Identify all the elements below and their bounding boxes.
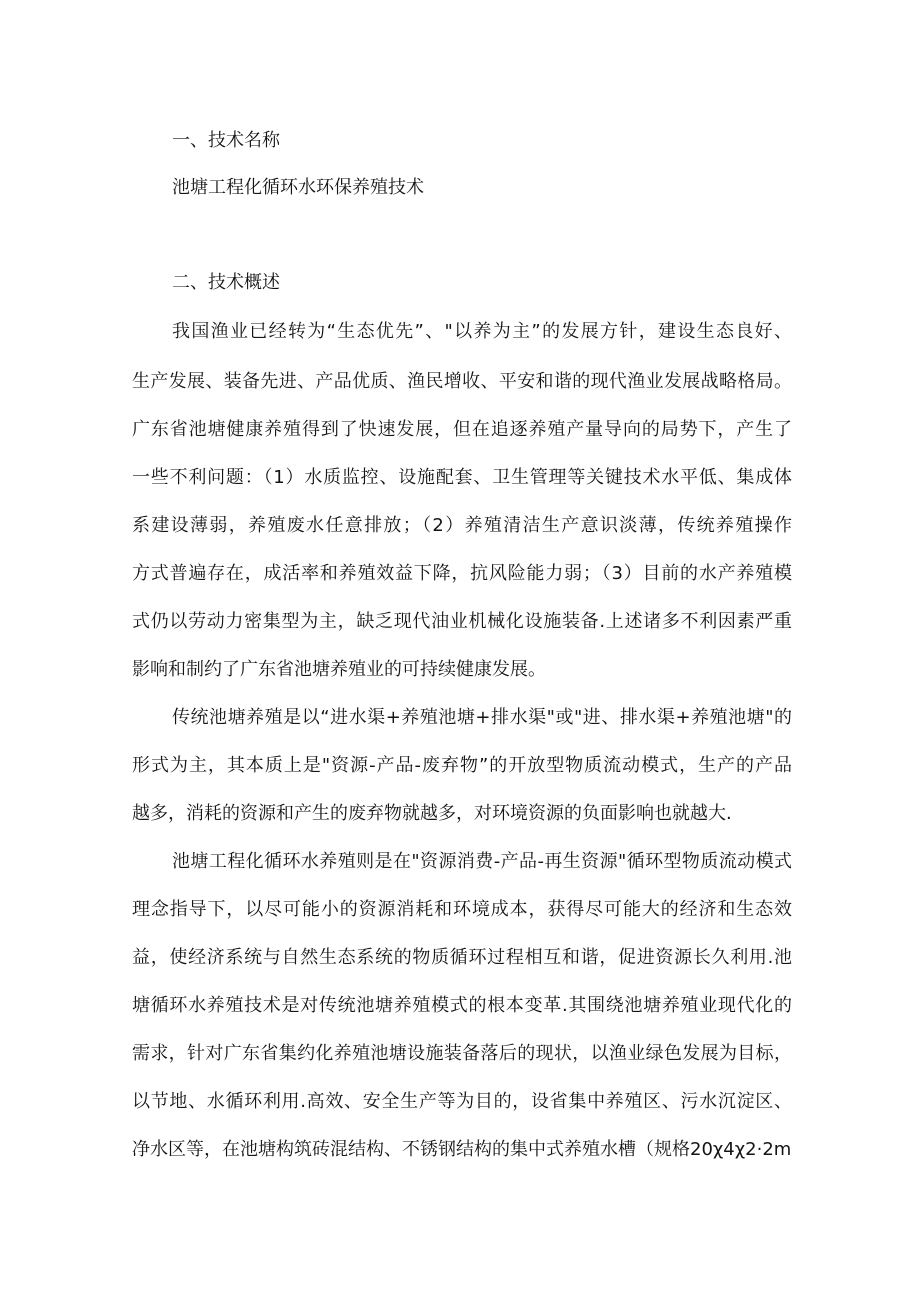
- paragraph-line: 传统池塘养殖是以“进水渠+养殖池塘+排水渠"或"进、排水渠+养殖池塘"的: [172, 707, 792, 728]
- paragraph-line: 塘循环水养殖技术是对传统池塘养殖模式的根本变革.其围绕池塘养殖业现代化的: [132, 995, 792, 1016]
- paragraph-line: 方式普遍存在，成活率和养殖效益下降，抗风险能力弱；（3）目前的水产养殖模: [132, 563, 792, 584]
- paragraph-line: 广东省池塘健康养殖得到了快速发展，但在追逐养殖产量导向的局势下，产生了: [132, 419, 792, 440]
- paragraph-line: 池塘工程化循环水养殖则是在"资源消费-产品-再生资源"循环型物质流动模式: [172, 851, 792, 872]
- paragraph-line: 形式为主，其本质上是"资源-产品-废弃物”的开放型物质流动模式，生产的产品: [132, 755, 792, 776]
- paragraph-line: 系建设薄弱，养殖废水任意排放；（2）养殖清洁生产意识淡薄，传统养殖操作: [132, 515, 792, 536]
- paragraph-line: 需求，针对广东省集约化养殖池塘设施装备落后的现状，以渔业绿色发展为目标，: [132, 1043, 792, 1064]
- paragraph-line: 影响和制约了广东省池塘养殖业的可持续健康发展。: [132, 659, 546, 680]
- paragraph-line: 越多，消耗的资源和产生的废弃物就越多，对环境资源的负面影响也就越大.: [132, 803, 732, 824]
- paragraph-line: 益，使经济系统与自然生态系统的物质循环过程相互和谐，促进资源长久利用.池: [132, 947, 792, 968]
- section-1-heading: 一、技术名称: [172, 130, 280, 151]
- paragraph-line: 以节地、水循环利用.高效、安全生产等为目的，设省集中养殖区、污水沉淀区、: [132, 1091, 792, 1112]
- section-2-heading: 二、技术概述: [172, 272, 280, 293]
- paragraph-line: 净水区等，在池塘构筑砖混结构、不锈钢结构的集中式养殖水槽（规格20χ4χ2·2m: [132, 1139, 792, 1160]
- paragraph-line: 我国渔业已经转为“生态优先”、"以养为主”的发展方针，建设生态良好、: [172, 321, 792, 342]
- paragraph-line: 理念指导下，以尽可能小的资源消耗和环境成本，获得尽可能大的经济和生态效: [132, 899, 792, 920]
- paragraph-line: 式仍以劳动力密集型为主，缺乏现代油业机械化设施装备.上述诸多不利因素严重: [132, 611, 792, 632]
- technology-name: 池塘工程化循环水环保养殖技术: [172, 177, 424, 198]
- paragraph-line: 生产发展、装备先进、产品优质、渔民增收、平安和谐的现代渔业发展战略格局。: [132, 371, 792, 392]
- paragraph-line: 一些不利问题：（1）水质监控、设施配套、卫生管理等关键技术水平低、集成体: [132, 467, 792, 488]
